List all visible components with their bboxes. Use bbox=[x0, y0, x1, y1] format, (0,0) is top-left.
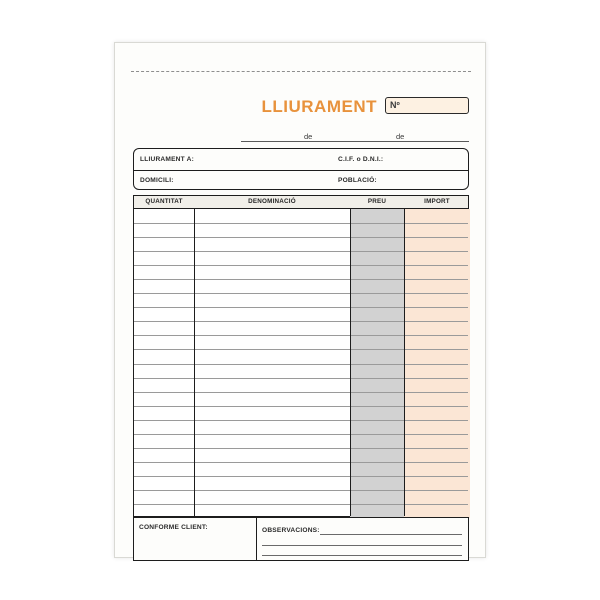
table-row bbox=[134, 251, 468, 252]
perforation-line bbox=[131, 71, 471, 72]
table-row bbox=[134, 364, 468, 365]
table-row bbox=[134, 476, 468, 477]
column-separator-3 bbox=[404, 196, 405, 516]
date-de-label-1: de bbox=[301, 132, 315, 141]
table-row bbox=[134, 293, 468, 294]
document-title: LLIURAMENT bbox=[261, 97, 377, 116]
table-row bbox=[134, 434, 468, 435]
column-header-denominacio: DENOMINACIÓ bbox=[248, 198, 296, 205]
title-row bbox=[135, 97, 469, 119]
column-separator-1 bbox=[194, 196, 195, 516]
column-header-quantitat: QUANTITAT bbox=[145, 198, 183, 205]
observacions-rule-2 bbox=[262, 545, 462, 546]
delivery-note-paper bbox=[114, 42, 486, 558]
table-row bbox=[134, 490, 468, 491]
column-header-preu: PREU bbox=[367, 198, 387, 205]
table-row bbox=[134, 448, 468, 449]
table-row bbox=[134, 462, 468, 463]
table-row bbox=[134, 223, 468, 224]
table-row bbox=[134, 307, 468, 308]
field-label-poblacio: POBLACIÓ: bbox=[338, 177, 377, 184]
table-header-row bbox=[134, 196, 468, 209]
observacions-rule-1 bbox=[320, 534, 462, 535]
date-line[interactable] bbox=[241, 131, 469, 143]
field-label-conforme-client: CONFORME CLIENT: bbox=[139, 524, 208, 531]
table-row bbox=[134, 237, 468, 238]
customer-block bbox=[133, 148, 469, 190]
table-row bbox=[134, 504, 468, 505]
table-row bbox=[134, 321, 468, 322]
date-rule bbox=[241, 141, 469, 142]
table-row bbox=[134, 406, 468, 407]
column-separator-2 bbox=[350, 196, 351, 516]
field-label-cif-dni: C.I.F. o D.N.I.: bbox=[338, 156, 384, 163]
table-row bbox=[134, 279, 468, 280]
field-label-lliurament-a: LLIURAMENT A: bbox=[140, 156, 194, 163]
field-label-domicili: DOMICILI: bbox=[140, 177, 174, 184]
customer-block-divider bbox=[134, 170, 468, 171]
field-label-observacions: OBSERVACIONS: bbox=[262, 527, 320, 534]
table-row bbox=[134, 335, 468, 336]
table-row bbox=[134, 349, 468, 350]
table-row bbox=[134, 378, 468, 379]
footer-divider bbox=[256, 518, 257, 560]
observacions-rule-3 bbox=[262, 555, 462, 556]
table-row bbox=[134, 420, 468, 421]
column-header-import: IMPORT bbox=[424, 198, 450, 205]
date-de-label-2: de bbox=[393, 132, 407, 141]
footer-block bbox=[133, 517, 469, 561]
numero-field[interactable] bbox=[385, 97, 469, 114]
table-row-lines bbox=[134, 209, 468, 518]
numero-label: Nº bbox=[390, 100, 400, 110]
items-table bbox=[133, 195, 469, 517]
table-row bbox=[134, 265, 468, 266]
table-row bbox=[134, 392, 468, 393]
